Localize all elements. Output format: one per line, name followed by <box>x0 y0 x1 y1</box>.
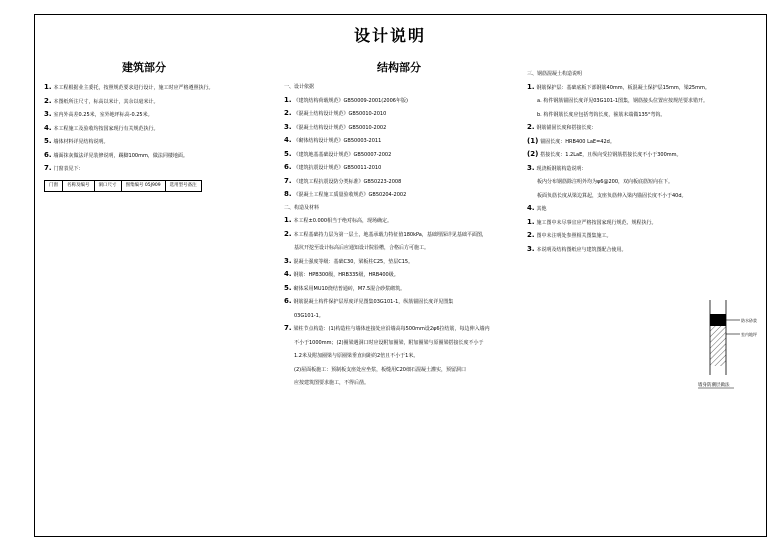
list-item <box>527 206 762 212</box>
list-item <box>44 85 244 91</box>
item-number: 6. <box>44 150 52 159</box>
item-number: (2) <box>527 150 539 158</box>
detail-label-a: 防水砂浆 <box>741 318 757 323</box>
list-item <box>535 112 762 118</box>
item-number: 2. <box>284 109 292 117</box>
list-item <box>527 217 762 226</box>
list-item <box>284 218 514 224</box>
item-text: 钢筋：HPB300级，HRB335级，HRB400级。 <box>293 272 399 278</box>
structure-section1: 一、设计依据 <box>284 84 315 90</box>
wall-detail-drawing <box>690 300 770 390</box>
detail-caption: 墙身防潮层做法 <box>698 383 730 388</box>
item-text: 板内分布钢筋除注明外均为φ6@200，双向板底筋短向在下。 <box>537 179 674 185</box>
list-item <box>292 353 514 359</box>
item-number: 2. <box>527 231 535 239</box>
item-text: 搭接长度：1.2LaE，且纵向受拉钢筋搭接长度不小于300mm。 <box>540 152 682 158</box>
item-number: 2. <box>284 229 292 238</box>
item-number: 3. <box>44 110 52 118</box>
list-item <box>284 326 514 332</box>
door-window-schedule <box>44 180 202 193</box>
item-text: 钢筋保护层：基础底板下部钢筋40mm，板混凝土保护层15mm，梁25mm。 <box>536 84 710 91</box>
list-item <box>284 95 514 104</box>
item-text: 《混凝土工程施工质量验收规范》GB50204-2002 <box>293 192 407 198</box>
list-item <box>527 233 762 239</box>
item-text: 施工图中未尽事宜应严格按国家现行规范、规程执行。 <box>536 219 657 226</box>
list-item <box>284 149 514 158</box>
item-number: 4. <box>44 123 52 132</box>
list-item <box>292 380 514 386</box>
list-item <box>284 283 514 292</box>
item-text: 03G101-1。 <box>294 312 324 319</box>
item-text: 板面负筋长度从梁边算起，支座负筋伸入梁内锚固长度不小于40d。 <box>537 192 687 199</box>
list-item <box>284 176 514 185</box>
notes-section3: 三、钢筋混凝土构造说明 <box>527 71 583 77</box>
list-item <box>284 122 514 131</box>
item-text: 现浇板钢筋构造说明： <box>536 165 587 172</box>
item-number: 4. <box>284 270 292 278</box>
item-text: 门窗表见下： <box>53 166 84 172</box>
list-item <box>292 245 514 251</box>
item-number: 1. <box>284 216 292 224</box>
list-item <box>535 179 762 185</box>
item-text: (2)屋面板施工：预制板支座处应坐浆，板缝用C20细石混凝土灌实，预留洞口 <box>294 366 466 373</box>
list-item <box>527 163 762 172</box>
list-item <box>284 138 514 144</box>
item-text: 混凝土强度等级：基础C30，梁板柱C25，垫层C15。 <box>293 258 414 265</box>
schedule-row <box>45 180 202 192</box>
item-number: 1. <box>44 83 52 91</box>
item-number: 1. <box>284 95 292 104</box>
item-text: 本图纸所注尺寸，标高以米计，其余以毫米计。 <box>53 98 159 105</box>
item-text: 本工程根据业主委托，按照规范要求进行设计，施工时应严格遵照执行。 <box>53 85 214 91</box>
schedule-cell: 图集编号 05J909 <box>121 180 165 192</box>
list-item <box>527 82 762 91</box>
item-number: 5. <box>284 283 292 292</box>
list-item <box>284 299 514 305</box>
notes-items <box>527 82 762 253</box>
list-item <box>44 123 244 132</box>
item-text: 砌体采用MU10烧结普通砖，M7.5混合砂浆砌筑。 <box>293 285 406 292</box>
item-text: 锚固长度：HRB400 LaE=42d。 <box>540 138 615 145</box>
schedule-cell: 洞口尺寸 <box>94 180 121 192</box>
architecture-heading: 建筑部分 <box>122 61 166 74</box>
item-text: 《建筑地基基础设计规范》GB50007-2002 <box>293 151 392 158</box>
list-item <box>535 98 762 104</box>
item-number: 3. <box>284 256 292 265</box>
item-number: 3. <box>284 122 292 131</box>
item-number: 3. <box>527 244 535 253</box>
item-text: 不小于1000mm；(2)圈梁遇洞口时应设附加圈梁，附加圈梁与原圈梁搭接长度不小于 <box>294 339 484 346</box>
item-text: 室内外高差0.25米，室外地坪标高-0.25米。 <box>53 112 153 118</box>
item-number: 2. <box>44 96 52 105</box>
list-item <box>527 152 762 158</box>
list-item <box>527 125 762 131</box>
list-item <box>44 150 244 159</box>
item-text: 墙体材料详见结构说明。 <box>53 139 109 145</box>
schedule-cell: 门窗 <box>45 180 63 192</box>
item-number: 6. <box>284 297 292 305</box>
list-item <box>284 272 514 278</box>
item-text: 《建筑工程抗震设防分类标准》GB50223-2008 <box>293 178 402 185</box>
item-text: 本工程±0.000相当于绝对标高，现场确定。 <box>293 218 393 224</box>
list-item <box>527 244 762 253</box>
item-number: 1. <box>527 82 535 91</box>
list-item <box>284 192 514 198</box>
structure-details <box>284 218 514 386</box>
item-text: 《混凝土结构设计规范》GB50010-2002 <box>293 124 387 131</box>
schedule-cell: 名称及编号 <box>63 180 95 192</box>
list-item <box>284 111 514 117</box>
item-text: 《砌体结构设计规范》GB50003-2011 <box>293 138 382 144</box>
list-item <box>284 256 514 265</box>
item-number: 4. <box>284 136 292 144</box>
wall-detail-svg <box>690 300 770 390</box>
list-item <box>44 112 244 118</box>
item-number: 5. <box>284 149 292 158</box>
item-text: 墙面抹灰做法详见装修说明，踢脚100mm，做法同楼地面。 <box>53 152 188 159</box>
list-item <box>284 165 514 171</box>
structure-section2: 二、构造及材料 <box>284 204 320 211</box>
item-text: 钢筋锚固长度和搭接长度： <box>536 125 597 131</box>
item-text: 梁柱节点构造：(1)构造柱与墙体连接处应沿墙高每500mm设2φ6拉结筋，每边伸入墙内 <box>293 326 490 332</box>
wall-hatch <box>710 326 726 366</box>
schedule-cell: 选用型号备注 <box>165 180 201 192</box>
detail-label-b: 室内地坪 <box>741 332 757 337</box>
item-text: 《建筑结构荷载规范》GB50009-2001(2006年版) <box>293 97 408 104</box>
notes-column <box>527 72 762 260</box>
item-text: 应按建筑图要求施工，不得后凿。 <box>294 380 370 386</box>
item-number: 7. <box>284 176 292 185</box>
item-number: 7. <box>44 164 52 172</box>
list-item <box>44 166 244 172</box>
damp-proof-course <box>710 314 726 326</box>
item-number: 2. <box>527 123 535 131</box>
item-number: (1) <box>527 136 539 145</box>
item-text: 钢筋混凝土构件保护层厚度详见图集03G101-1，纵筋锚固长度详见图集 <box>293 299 454 305</box>
list-item <box>292 367 514 373</box>
item-text: 图中未注明处参照相关图集施工。 <box>536 233 612 239</box>
structure-column <box>284 62 514 394</box>
item-number: 1. <box>527 217 535 226</box>
item-text: 其他 <box>536 206 547 212</box>
item-text: 本工程基础持力层为第一层土，地基承载力特征值180kPa，基础埋深详见基础平面图， <box>293 231 487 238</box>
list-item <box>292 340 514 346</box>
item-number: 5. <box>44 137 52 145</box>
item-text: b. 构件钢筋长度应包括弯钩长度，箍筋末端做135°弯钩。 <box>537 111 666 118</box>
item-number: 3. <box>527 163 535 172</box>
item-text: 《建筑抗震设计规范》GB50011-2010 <box>293 165 382 171</box>
item-text: 本说明及结构图纸应与建筑图配合使用。 <box>536 246 627 253</box>
item-number: 6. <box>284 163 292 171</box>
list-item <box>535 193 762 199</box>
architecture-column <box>44 62 244 192</box>
list-item <box>527 136 762 145</box>
list-item <box>284 229 514 238</box>
item-number: 8. <box>284 190 292 198</box>
list-item <box>44 139 244 145</box>
architecture-items <box>44 85 244 172</box>
list-item <box>292 313 514 319</box>
list-item <box>44 96 244 105</box>
item-text: 1.2米及附加圈梁与原圈梁垂直间距的2倍且不小于1米。 <box>294 353 419 359</box>
item-text: 基坑开挖至设计标高后应通知设计院验槽，合格后方可施工。 <box>294 245 430 251</box>
item-text: a. 构件钢筋锚固长度详见03G101-1图集，钢筋接头位置应按规范要求错开。 <box>537 98 709 104</box>
item-number: 7. <box>284 324 292 332</box>
page-title: 设计说明 <box>353 26 426 45</box>
item-text: 《混凝土结构设计规范》GB50010-2010 <box>293 111 387 117</box>
structure-heading: 结构部分 <box>377 61 421 74</box>
structure-codes <box>284 95 514 199</box>
item-text: 本工程施工及验收均按国家现行有关规范执行。 <box>53 125 159 132</box>
item-number: 4. <box>527 204 535 212</box>
